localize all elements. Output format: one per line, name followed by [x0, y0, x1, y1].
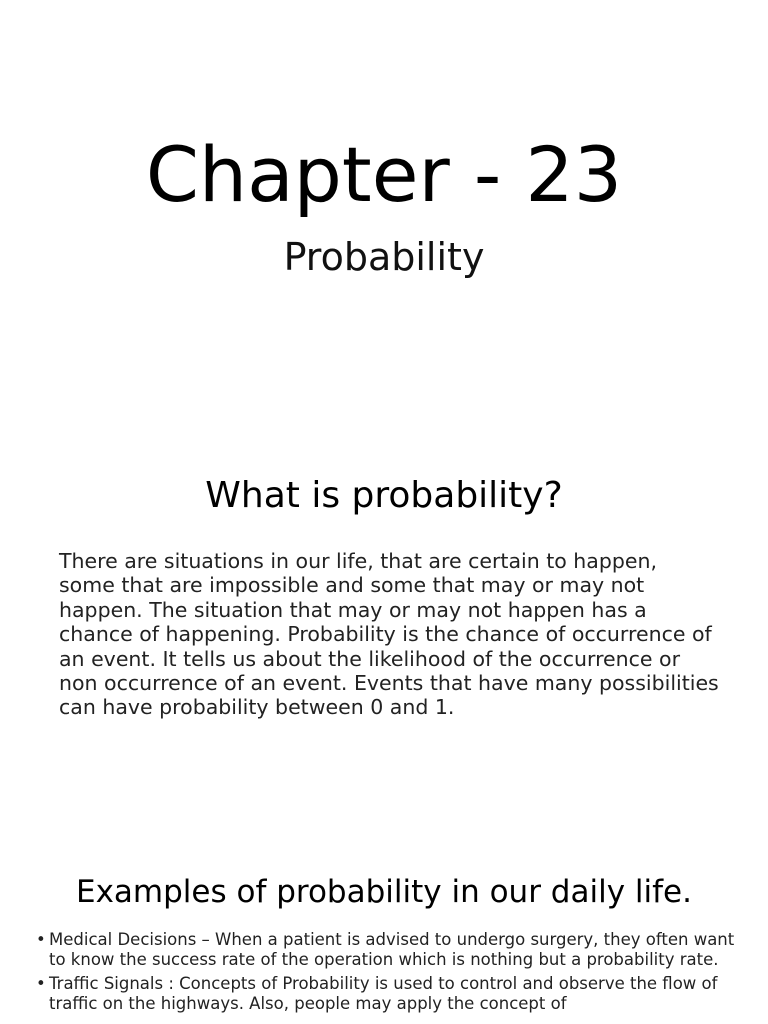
- list-item: [36, 930, 736, 969]
- list-item-text: Medical Decisions – When a patient is advised to undergo surgery, they often want to know the success rate of the operation which is nothing but a probability rate.: [49, 930, 735, 969]
- slide-what-is-probability: [0, 440, 768, 820]
- slide-examples: [0, 860, 768, 1024]
- list-item: [36, 974, 736, 1013]
- chapter-title: Chapter - 23: [145, 130, 623, 219]
- slide-body-text: There are situations in our life, that are certain to happen, some that are impossible and some that may or may not happen. The situation that may or may not happen has a chance of happening. Probability is the chance of occurrence of an event. It tells us about the likelihood of the occurrence or non occurrence of an event. Events that have many possibilities can have probability between 0 and 1.: [59, 549, 719, 720]
- bullet-icon: •: [36, 974, 46, 993]
- chapter-subtitle: Probability: [283, 235, 485, 279]
- slide-heading: Examples of probability in our daily life.: [76, 874, 692, 910]
- list-item-text: Traffic Signals : Concepts of Probability is used to control and observe the flow of traffic on the highways. Also, people may apply the concept of: [49, 974, 718, 1013]
- slide-heading: What is probability?: [205, 475, 563, 516]
- bullet-icon: •: [36, 930, 46, 949]
- examples-list: [36, 930, 736, 1018]
- slide-title: [0, 0, 768, 400]
